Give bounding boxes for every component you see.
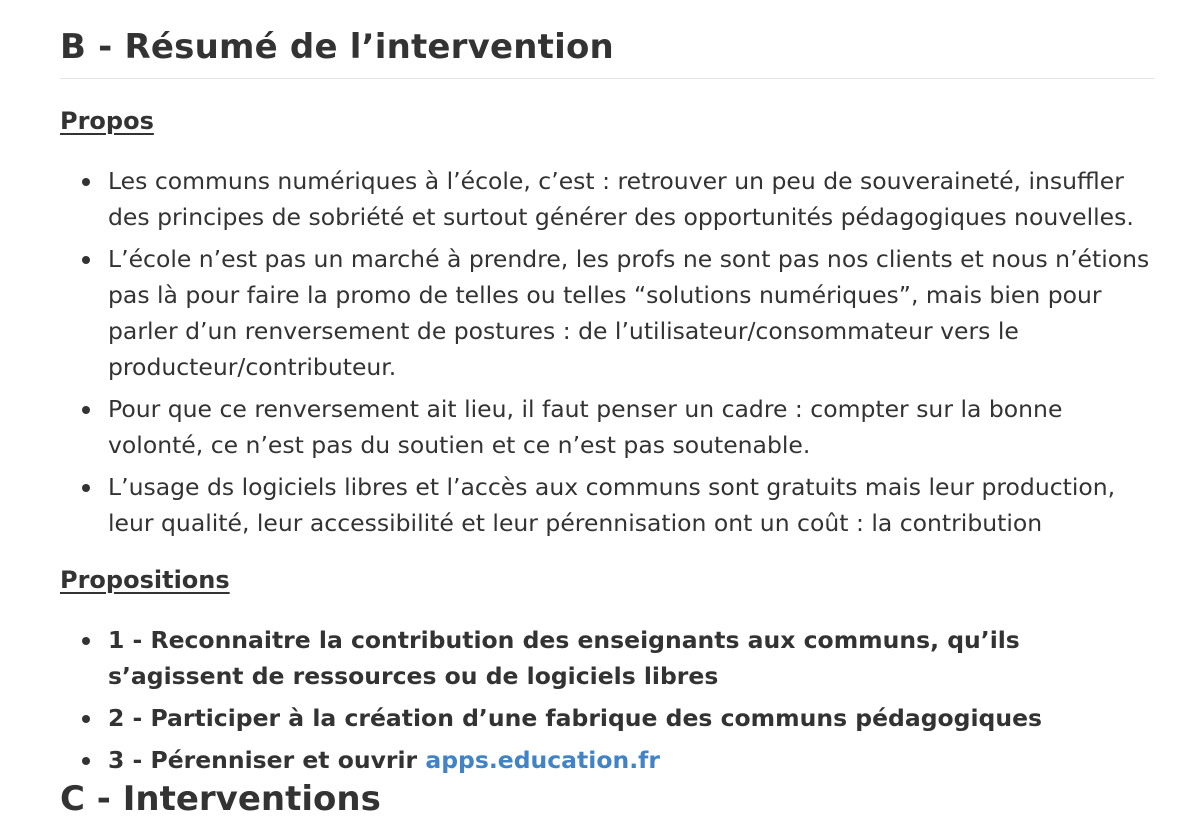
list-item xyxy=(60,391,1155,463)
list-item-text: Les communs numériques à l’école, c’est : retrouver un peu de souveraineté, insuffler des principes de sobriété et surtout générer des opportunités pédagogiques nouvelles. xyxy=(108,167,1134,231)
list-item xyxy=(60,700,1155,736)
propositions-heading: Propositions xyxy=(60,566,230,594)
list-item-text: 3 - Pérenniser et ouvrir xyxy=(108,746,426,774)
next-section-title: C - Interventions xyxy=(60,779,381,819)
list-item xyxy=(60,469,1155,541)
list-item-text: L’usage ds logiciels libres et l’accès aux communs sont gratuits mais leur production, leur qualité, leur accessibilité et leur pérennisation ont un coût : la contribution xyxy=(108,473,1116,537)
section-title: B - Résumé de l’intervention xyxy=(60,0,1155,79)
bullet-icon xyxy=(82,256,90,264)
list-item xyxy=(60,742,1155,778)
bullet-icon xyxy=(82,406,90,414)
list-item-text: Pour que ce renversement ait lieu, il faut penser un cadre : compter sur la bonne volonté, ce n’est pas du soutien et ce n’est pas soutenable. xyxy=(108,395,1063,459)
list-item xyxy=(60,241,1155,385)
list-item xyxy=(60,622,1155,694)
propos-list xyxy=(60,163,1155,541)
list-item-text: L’école n’est pas un marché à prendre, les profs ne sont pas nos clients et nous n’étions pas là pour faire la promo de telles ou telles “solutions numériques”, mais bien pour parler d’un renversement de postures : de l’utilisateur/consommateur vers le producteur/contributeur. xyxy=(108,245,1150,381)
bullet-icon xyxy=(82,715,90,723)
bullet-icon xyxy=(82,637,90,645)
list-item xyxy=(60,163,1155,235)
apps-education-link[interactable]: apps.education.fr xyxy=(425,746,660,774)
bullet-icon xyxy=(82,484,90,492)
list-item-text: 2 - Participer à la création d’une fabrique des communs pédagogiques xyxy=(108,704,1043,732)
document-page xyxy=(60,0,1155,784)
propositions-list xyxy=(60,622,1155,778)
bullet-icon xyxy=(82,178,90,186)
propos-heading: Propos xyxy=(60,107,154,135)
list-item-text: 1 - Reconnaitre la contribution des enseignants aux communs, qu’ils s’agissent de ressources ou de logiciels libres xyxy=(108,626,1020,690)
bullet-icon xyxy=(82,757,90,765)
